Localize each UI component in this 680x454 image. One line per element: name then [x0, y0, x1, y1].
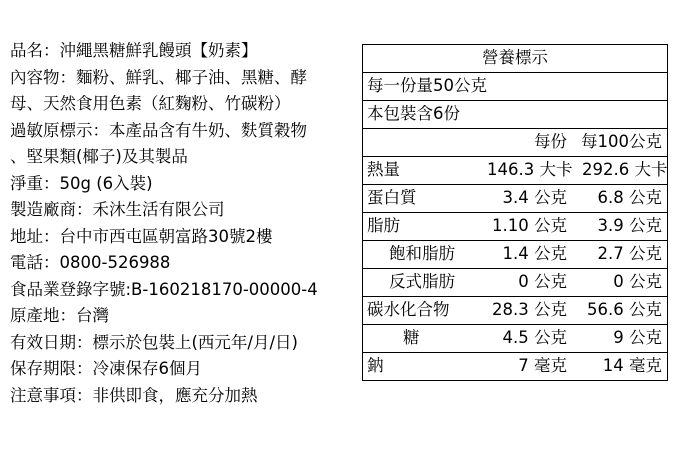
nutrition-title-row — [363, 45, 667, 73]
nutrient-name: 糖 — [403, 328, 420, 347]
info-line-precautions: 注意事項：非供即食，應充分加熱 — [10, 385, 258, 405]
nutrition-column-header-row — [363, 129, 667, 157]
nutrition-facts-table — [362, 44, 668, 381]
nutrient-name: 飽和脂肪 — [389, 244, 455, 263]
nutrient-per-100g: 9 公克 — [613, 328, 662, 347]
table-row — [363, 185, 667, 213]
info-line-allergens-1: 過敏原標示：本產品含有牛奶、麩質穀物 — [10, 120, 307, 140]
info-line-net-weight: 淨重：50g (6入裝) — [10, 173, 153, 193]
info-line-ingredients-2: 母、天然食用色素（紅麴粉、竹碳粉） — [10, 94, 291, 113]
info-line-shelf-life: 保存期限：冷凍保存6個月 — [10, 359, 202, 378]
nutrient-per-100g: 6.8 公克 — [597, 188, 662, 207]
table-row — [363, 241, 667, 269]
nutrition-title: 營養標示 — [482, 48, 548, 67]
product-info-block — [10, 38, 360, 409]
nutrient-name: 反式脂肪 — [389, 272, 455, 291]
nutrition-header-spacer — [363, 129, 487, 156]
nutrient-name: 鈉 — [367, 356, 384, 375]
table-row — [363, 157, 667, 185]
nutrient-name: 碳水化合物 — [367, 300, 450, 319]
nutrition-serving-size: 每一份量50公克 — [367, 76, 487, 95]
info-line-ingredients-1: 內容物：麵粉、鮮乳、椰子油、黑糖、酵 — [10, 67, 307, 87]
nutrient-per-serving: 146.3 大卡 — [487, 160, 573, 179]
nutrient-per-serving: 1.10 公克 — [492, 216, 567, 235]
nutrient-name: 脂肪 — [367, 216, 400, 235]
table-row — [363, 325, 667, 353]
table-row — [363, 353, 667, 380]
info-line-origin: 原產地：台灣 — [10, 306, 109, 325]
nutrient-per-serving: 1.4 公克 — [502, 244, 567, 263]
info-line-phone: 電話：0800-526988 — [10, 253, 171, 272]
nutrient-per-100g: 3.9 公克 — [597, 216, 662, 235]
nutrient-per-100g: 56.6 公克 — [587, 300, 662, 319]
nutrient-per-serving: 7 毫克 — [518, 356, 567, 375]
info-line-registration-number: 食品業登錄字號:B-160218170-00000-4 — [10, 279, 318, 299]
nutrient-name: 熱量 — [367, 160, 400, 179]
nutrient-per-100g: 292.6 大卡 — [582, 160, 668, 179]
table-row — [363, 213, 667, 241]
table-row — [363, 297, 667, 325]
nutrient-per-100g: 14 毫克 — [602, 356, 662, 375]
nutrition-servings-per-pack: 本包裝含6份 — [367, 104, 460, 123]
nutrient-per-serving: 4.5 公克 — [502, 328, 567, 347]
nutrient-name: 蛋白質 — [367, 188, 417, 207]
nutrient-per-serving: 28.3 公克 — [492, 300, 567, 319]
info-line-address: 地址：台中市西屯區朝富路30號2樓 — [10, 226, 273, 246]
nutrition-header-per-serving: 每份 — [534, 132, 567, 151]
nutrition-servings-per-pack-row — [363, 101, 667, 129]
nutrient-per-serving: 0 公克 — [518, 272, 567, 291]
nutrient-per-serving: 3.4 公克 — [502, 188, 567, 207]
info-line-allergens-2: 、堅果類(椰子)及其製品 — [10, 147, 188, 166]
table-row — [363, 269, 667, 297]
info-line-manufacturer: 製造廠商：禾沐生活有限公司 — [10, 200, 225, 219]
nutrition-serving-size-row — [363, 73, 667, 101]
nutrient-per-100g: 0 公克 — [613, 272, 662, 291]
nutrition-header-per-100g: 每100公克 — [581, 132, 662, 151]
nutrient-per-100g: 2.7 公克 — [597, 244, 662, 263]
info-line-product-name: 品名：沖繩黑糖鮮乳饅頭【奶素】 — [10, 41, 258, 60]
info-line-expiry-date: 有效日期：標示於包裝上(西元年/月/日) — [10, 332, 298, 352]
